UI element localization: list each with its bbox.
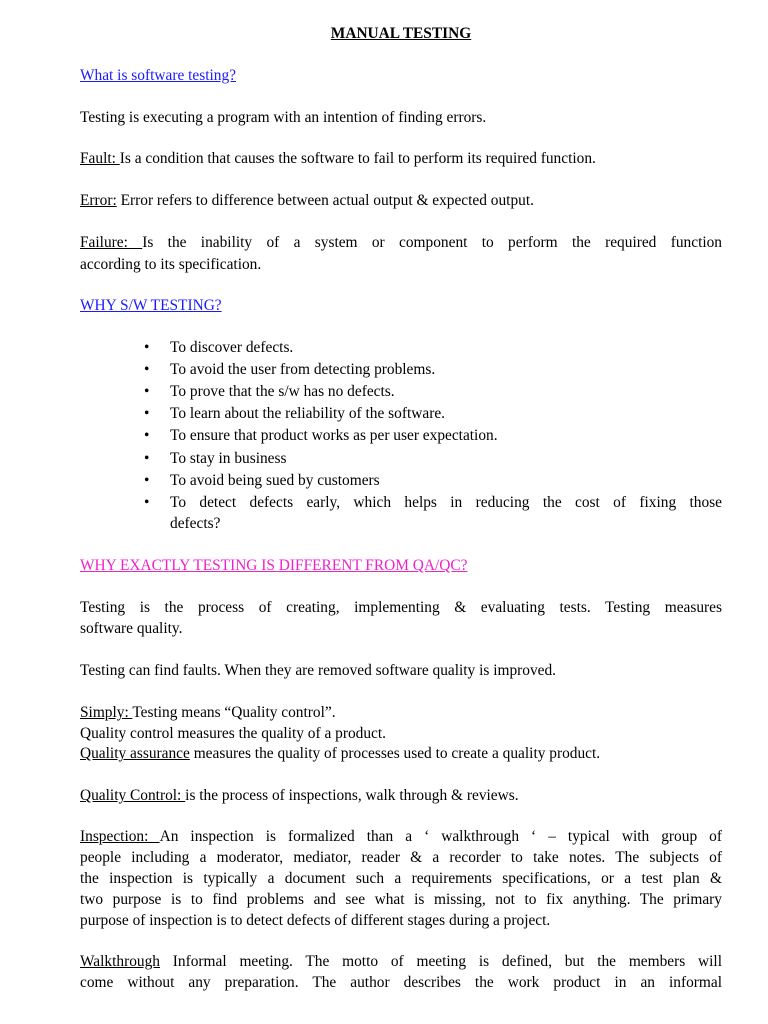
- inspection-line-1: [80, 829, 722, 844]
- bullet-icon: •: [144, 383, 150, 400]
- list-item-continuation: defects?: [170, 515, 221, 532]
- failure-label: Failure:: [80, 234, 143, 251]
- bullet-icon: •: [144, 494, 150, 511]
- list-item: To avoid the user from detecting problems.: [170, 361, 436, 378]
- bullet-icon: •: [144, 339, 150, 356]
- quality-control-text: is the process of inspections, walk through & reviews.: [185, 787, 519, 804]
- error-definition: [80, 193, 534, 208]
- quality-control-measures: Quality control measures the quality of a product.: [80, 725, 387, 742]
- fault-text: Is a condition that causes the software to fail to perform its required function.: [119, 150, 596, 167]
- document-title: MANUAL TESTING: [330, 25, 472, 42]
- inspection-label: Inspection:: [80, 828, 160, 845]
- quality-assurance-line: [80, 746, 600, 761]
- inspection-line-4: two purpose is to find problems and see what is missing, not to fix anything. The primary: [80, 891, 722, 908]
- failure-text: Is the inability of a system or component to perform the required function: [142, 234, 723, 251]
- fault-definition: [80, 151, 596, 166]
- walkthrough-line-2: come without any preparation. The author describes the work product in an informal: [80, 974, 722, 991]
- qa-qc-heading: WHY EXACTLY TESTING IS DIFFERENT FROM QA/QC?: [80, 557, 468, 574]
- list-item: To stay in business: [170, 450, 287, 467]
- simply-label: Simply:: [80, 704, 133, 721]
- walkthrough-line-1: [80, 954, 722, 969]
- walkthrough-label: Walkthrough: [80, 953, 160, 970]
- failure-definition-line-1: [80, 235, 722, 250]
- error-text: Error refers to difference between actual output & expected output.: [116, 192, 534, 209]
- simply-text: Testing means “Quality control”.: [132, 704, 336, 721]
- quality-control-label: Quality Control:: [80, 787, 186, 804]
- list-item: To ensure that product works as per user expectation.: [170, 427, 498, 444]
- inspection-line-5: purpose of inspection is to detect defects of different stages during a project.: [80, 912, 551, 929]
- testing-faults-paragraph: Testing can find faults. When they are removed software quality is improved.: [80, 662, 557, 679]
- list-item: To avoid being sued by customers: [170, 472, 380, 489]
- list-item: To discover defects.: [170, 339, 294, 356]
- bullet-icon: •: [144, 450, 150, 467]
- failure-definition-line-2: according to its specification.: [80, 256, 262, 273]
- quality-control-definition: [80, 788, 519, 803]
- testing-process-line-1: Testing is the process of creating, implementing & evaluating tests. Testing measures: [80, 599, 722, 616]
- quality-assurance-label: Quality assurance: [80, 745, 190, 762]
- quality-assurance-text: measures the quality of processes used to create a quality product.: [189, 745, 601, 762]
- testing-definition: Testing is executing a program with an intention of finding errors.: [80, 109, 487, 126]
- bullet-icon: •: [144, 427, 150, 444]
- list-item: To detect defects early, which helps in reducing the cost of fixing those: [170, 494, 722, 511]
- inspection-line-3: the inspection is typically a document such a requirements specifications, or a test plan &: [80, 870, 722, 887]
- what-is-testing-heading[interactable]: What is software testing?: [80, 67, 236, 84]
- testing-process-line-2: software quality.: [80, 620, 183, 637]
- inspection-text: An inspection is formalized than a ‘ walkthrough ‘ – typical with group of: [159, 828, 722, 845]
- bullet-icon: •: [144, 405, 150, 422]
- inspection-line-2: people including a moderator, mediator, reader & a recorder to take notes. The subjects of: [80, 849, 722, 866]
- bullet-icon: •: [144, 361, 150, 378]
- list-item: To learn about the reliability of the software.: [170, 405, 446, 422]
- list-item: To prove that the s/w has no defects.: [170, 383, 395, 400]
- walkthrough-text: Informal meeting. The motto of meeting is defined, but the members will: [159, 953, 722, 970]
- simply-line: [80, 705, 336, 720]
- bullet-icon: •: [144, 472, 150, 489]
- fault-label: Fault:: [80, 150, 120, 167]
- error-label: Error:: [80, 192, 117, 209]
- why-sw-testing-heading[interactable]: WHY S/W TESTING?: [80, 297, 222, 314]
